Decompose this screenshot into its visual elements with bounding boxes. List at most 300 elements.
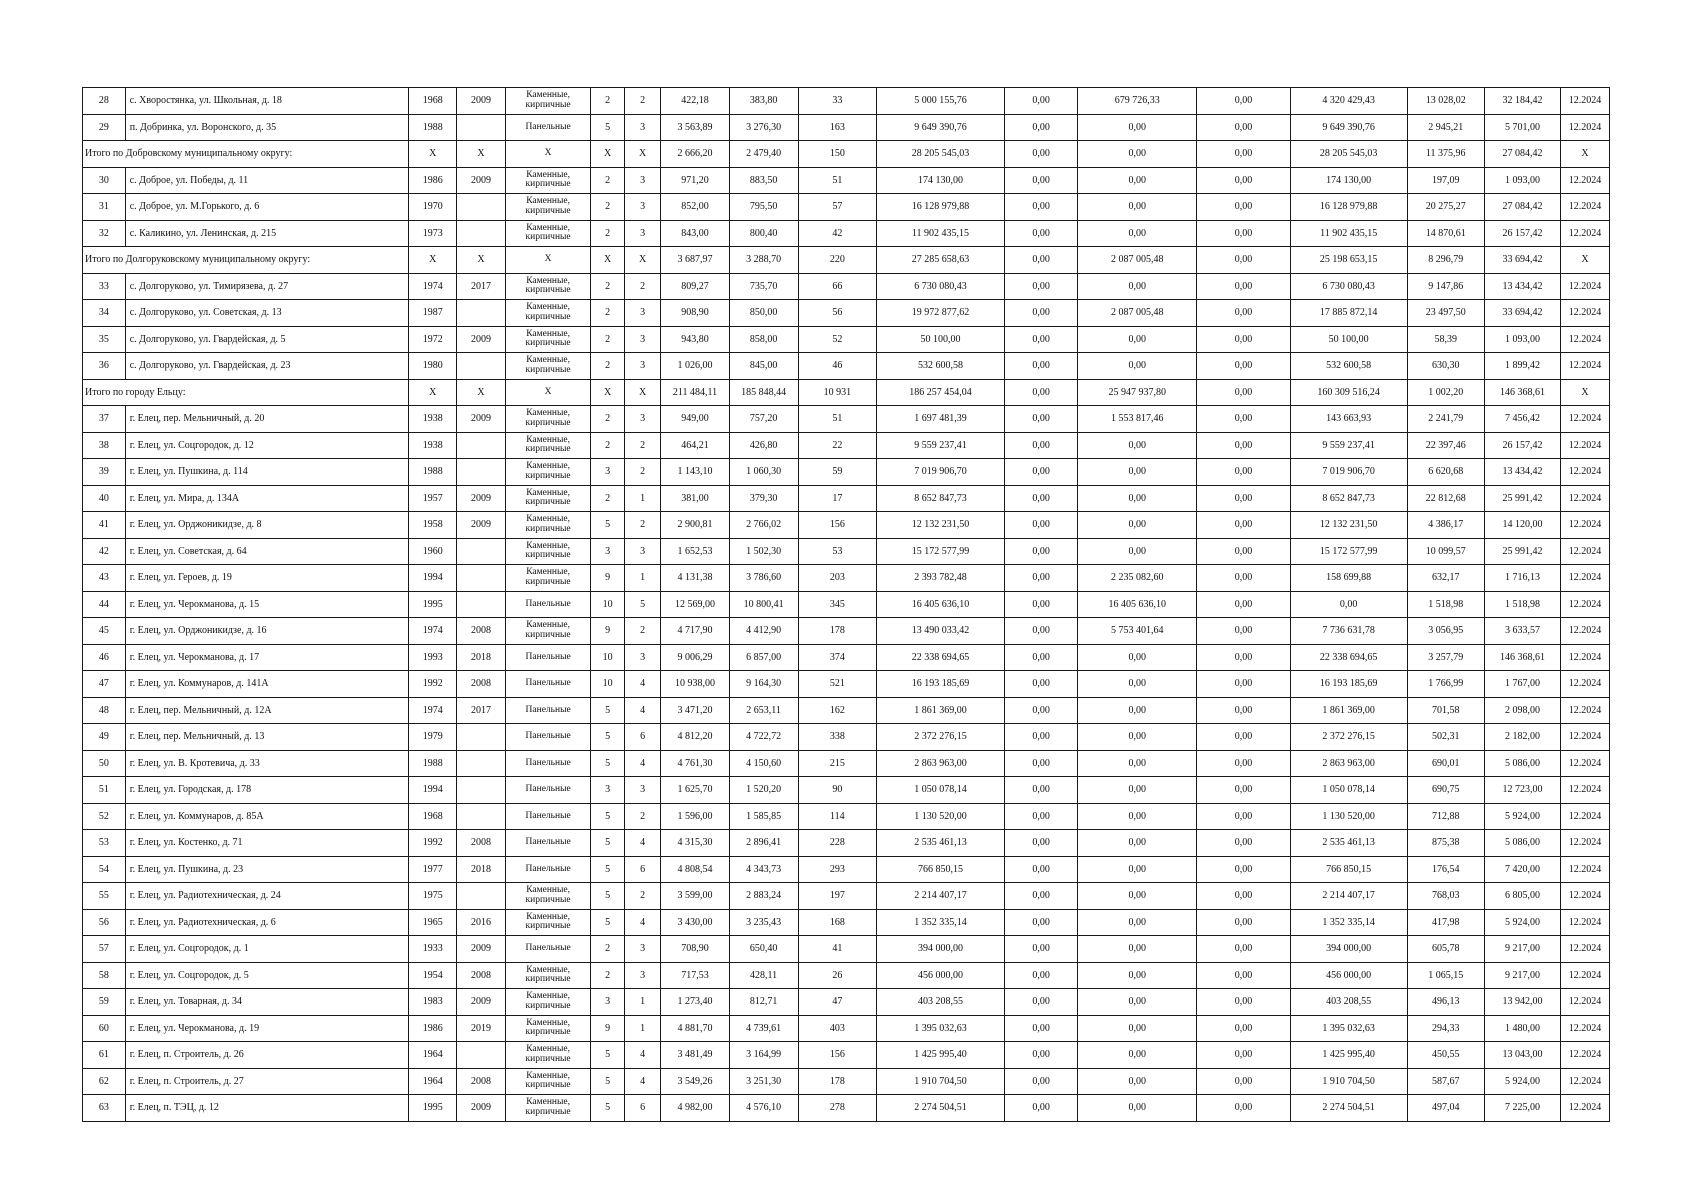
- built-year: 1980: [409, 353, 457, 380]
- floors: 5: [591, 803, 625, 830]
- cost-regional: 0,00: [1078, 114, 1197, 141]
- cost-total: 2 214 407,17: [876, 883, 1004, 910]
- address: г. Елец, ул. Пушкина, д. 114: [125, 459, 409, 486]
- residents: 156: [798, 512, 876, 539]
- cost-local: 0,00: [1197, 750, 1291, 777]
- wall-material: Х: [505, 379, 590, 406]
- table-row: [83, 1068, 1610, 1095]
- cost-total: 12 132 231,50: [876, 512, 1004, 539]
- cost-federal: 0,00: [1005, 141, 1078, 168]
- table-row: [83, 273, 1610, 300]
- repair-year: [457, 803, 506, 830]
- cost-local: 0,00: [1197, 565, 1291, 592]
- address: г. Елец, ул. Черокманова, д. 15: [125, 591, 409, 618]
- cost-federal: 0,00: [1005, 803, 1078, 830]
- cost-local: 0,00: [1197, 114, 1291, 141]
- deadline: 12.2024: [1561, 538, 1610, 565]
- floors: 5: [591, 697, 625, 724]
- cost-federal: 0,00: [1005, 194, 1078, 221]
- floors: 3: [591, 538, 625, 565]
- deadline: 12.2024: [1561, 1042, 1610, 1069]
- address: с. Долгоруково, ул. Тимирязева, д. 27: [125, 273, 409, 300]
- living-area: 4 343,73: [729, 856, 798, 883]
- cost-regional: 0,00: [1078, 777, 1197, 804]
- row-number: 38: [83, 432, 126, 459]
- deadline: 12.2024: [1561, 220, 1610, 247]
- cost-per-sqm: 58,39: [1407, 326, 1484, 353]
- subtotal-row: [83, 379, 1610, 406]
- row-number: 57: [83, 936, 126, 963]
- cost-owners: 0,00: [1290, 591, 1407, 618]
- address: г. Елец, п. Строитель, д. 26: [125, 1042, 409, 1069]
- built-year: 1987: [409, 300, 457, 327]
- address: г. Елец, ул. Городская, д. 178: [125, 777, 409, 804]
- cost-owners: 143 663,93: [1290, 406, 1407, 433]
- limit-per-sqm: 32 184,42: [1484, 88, 1560, 115]
- entrances: 3: [624, 644, 661, 671]
- cost-federal: 0,00: [1005, 406, 1078, 433]
- limit-per-sqm: 2 182,00: [1484, 724, 1560, 751]
- table-row: [83, 1015, 1610, 1042]
- residents: 114: [798, 803, 876, 830]
- cost-per-sqm: 701,58: [1407, 697, 1484, 724]
- built-year: 1975: [409, 883, 457, 910]
- cost-total: 16 193 185,69: [876, 671, 1004, 698]
- residents: 162: [798, 697, 876, 724]
- cost-local: 0,00: [1197, 671, 1291, 698]
- cost-total: 13 490 033,42: [876, 618, 1004, 645]
- cost-local: 0,00: [1197, 777, 1291, 804]
- cost-local: 0,00: [1197, 697, 1291, 724]
- cost-federal: 0,00: [1005, 644, 1078, 671]
- table-row: [83, 565, 1610, 592]
- cost-local: 0,00: [1197, 459, 1291, 486]
- cost-regional: 0,00: [1078, 644, 1197, 671]
- living-area: 2 766,02: [729, 512, 798, 539]
- repair-year: [457, 591, 506, 618]
- residents: 41: [798, 936, 876, 963]
- cost-owners: 1 425 995,40: [1290, 1042, 1407, 1069]
- limit-per-sqm: 27 084,42: [1484, 141, 1560, 168]
- row-number: 43: [83, 565, 126, 592]
- repair-year: 2009: [457, 512, 506, 539]
- residents: 178: [798, 1068, 876, 1095]
- repair-year: 2008: [457, 671, 506, 698]
- cost-regional: 0,00: [1078, 724, 1197, 751]
- floors: 10: [591, 671, 625, 698]
- cost-regional: 0,00: [1078, 220, 1197, 247]
- entrances: 3: [624, 300, 661, 327]
- floors: 5: [591, 750, 625, 777]
- deadline: 12.2024: [1561, 909, 1610, 936]
- wall-material: Каменные, кирпичные: [505, 565, 590, 592]
- cost-per-sqm: 502,31: [1407, 724, 1484, 751]
- deadline: 12.2024: [1561, 565, 1610, 592]
- cost-federal: 0,00: [1005, 167, 1078, 194]
- address: г. Елец, пер. Мельничный, д. 12А: [125, 697, 409, 724]
- cost-total: 1 050 078,14: [876, 777, 1004, 804]
- table-row: [83, 220, 1610, 247]
- cost-total: 766 850,15: [876, 856, 1004, 883]
- cost-per-sqm: 712,88: [1407, 803, 1484, 830]
- entrances: 5: [624, 591, 661, 618]
- wall-material: Х: [505, 247, 590, 274]
- table-row: [83, 1042, 1610, 1069]
- residents: 278: [798, 1095, 876, 1122]
- residents: 197: [798, 883, 876, 910]
- cost-regional: 5 753 401,64: [1078, 618, 1197, 645]
- residents: 403: [798, 1015, 876, 1042]
- deadline: 12.2024: [1561, 697, 1610, 724]
- cost-total: 2 393 782,48: [876, 565, 1004, 592]
- cost-local: 0,00: [1197, 803, 1291, 830]
- built-year: 1972: [409, 326, 457, 353]
- total-area: 1 143,10: [661, 459, 729, 486]
- housing-repair-table: [82, 87, 1610, 1122]
- living-area: 428,11: [729, 962, 798, 989]
- deadline: 12.2024: [1561, 1095, 1610, 1122]
- floors: 5: [591, 909, 625, 936]
- cost-local: 0,00: [1197, 194, 1291, 221]
- entrances: 3: [624, 194, 661, 221]
- residents: 53: [798, 538, 876, 565]
- repair-year: [457, 114, 506, 141]
- living-area: 426,80: [729, 432, 798, 459]
- deadline: 12.2024: [1561, 936, 1610, 963]
- row-number: 40: [83, 485, 126, 512]
- cost-regional: 0,00: [1078, 750, 1197, 777]
- cost-owners: 1 910 704,50: [1290, 1068, 1407, 1095]
- deadline: 12.2024: [1561, 273, 1610, 300]
- cost-regional: 0,00: [1078, 671, 1197, 698]
- entrances: 4: [624, 671, 661, 698]
- entrances: 3: [624, 220, 661, 247]
- row-number: 52: [83, 803, 126, 830]
- cost-local: 0,00: [1197, 141, 1291, 168]
- cost-regional: 16 405 636,10: [1078, 591, 1197, 618]
- row-number: 29: [83, 114, 126, 141]
- cost-regional: 0,00: [1078, 1095, 1197, 1122]
- cost-per-sqm: 2 945,21: [1407, 114, 1484, 141]
- cost-local: 0,00: [1197, 1042, 1291, 1069]
- limit-per-sqm: 5 086,00: [1484, 830, 1560, 857]
- cost-total: 11 902 435,15: [876, 220, 1004, 247]
- cost-local: 0,00: [1197, 353, 1291, 380]
- cost-per-sqm: 22 397,46: [1407, 432, 1484, 459]
- living-area: 3 164,99: [729, 1042, 798, 1069]
- built-year: 1995: [409, 1095, 457, 1122]
- cost-owners: 394 000,00: [1290, 936, 1407, 963]
- cost-total: 2 372 276,15: [876, 724, 1004, 751]
- cost-per-sqm: 176,54: [1407, 856, 1484, 883]
- table-row: [83, 88, 1610, 115]
- living-area: 2 896,41: [729, 830, 798, 857]
- repair-year: Х: [457, 247, 506, 274]
- cost-federal: 0,00: [1005, 618, 1078, 645]
- total-area: 852,00: [661, 194, 729, 221]
- cost-regional: 25 947 937,80: [1078, 379, 1197, 406]
- total-area: 464,21: [661, 432, 729, 459]
- built-year: 1938: [409, 432, 457, 459]
- repair-year: [457, 194, 506, 221]
- entrances: 3: [624, 353, 661, 380]
- total-area: 4 761,30: [661, 750, 729, 777]
- cost-regional: 0,00: [1078, 697, 1197, 724]
- wall-material: Каменные, кирпичные: [505, 618, 590, 645]
- address: с. Доброе, ул. Победы, д. 11: [125, 167, 409, 194]
- deadline: 12.2024: [1561, 432, 1610, 459]
- cost-owners: 9 559 237,41: [1290, 432, 1407, 459]
- row-number: 51: [83, 777, 126, 804]
- deadline: 12.2024: [1561, 194, 1610, 221]
- total-area: 3 549,26: [661, 1068, 729, 1095]
- wall-material: Каменные, кирпичные: [505, 353, 590, 380]
- floors: 3: [591, 777, 625, 804]
- total-area: 3 599,00: [661, 883, 729, 910]
- living-area: 185 848,44: [729, 379, 798, 406]
- deadline: 12.2024: [1561, 1015, 1610, 1042]
- row-number: 46: [83, 644, 126, 671]
- address: г. Елец, п. Строитель, д. 27: [125, 1068, 409, 1095]
- built-year: 1988: [409, 114, 457, 141]
- repair-year: 2008: [457, 618, 506, 645]
- row-number: 32: [83, 220, 126, 247]
- built-year: 1977: [409, 856, 457, 883]
- living-area: 9 164,30: [729, 671, 798, 698]
- built-year: 1988: [409, 459, 457, 486]
- built-year: 1974: [409, 618, 457, 645]
- table-row: [83, 485, 1610, 512]
- entrances: 2: [624, 883, 661, 910]
- cost-federal: 0,00: [1005, 379, 1078, 406]
- repair-year: 2009: [457, 406, 506, 433]
- address: г. Елец, ул. Черокманова, д. 19: [125, 1015, 409, 1042]
- address: г. Елец, ул. Орджоникидзе, д. 8: [125, 512, 409, 539]
- address: г. Елец, ул. Радиотехническая, д. 24: [125, 883, 409, 910]
- row-number: 45: [83, 618, 126, 645]
- total-area: 4 808,54: [661, 856, 729, 883]
- limit-per-sqm: 26 157,42: [1484, 432, 1560, 459]
- entrances: 2: [624, 459, 661, 486]
- wall-material: Каменные, кирпичные: [505, 1042, 590, 1069]
- residents: 178: [798, 618, 876, 645]
- cost-owners: 16 193 185,69: [1290, 671, 1407, 698]
- cost-federal: 0,00: [1005, 114, 1078, 141]
- cost-per-sqm: 1 002,20: [1407, 379, 1484, 406]
- wall-material: Каменные, кирпичные: [505, 883, 590, 910]
- cost-local: 0,00: [1197, 989, 1291, 1016]
- total-area: 3 563,89: [661, 114, 729, 141]
- cost-per-sqm: 630,30: [1407, 353, 1484, 380]
- cost-per-sqm: 1 518,98: [1407, 591, 1484, 618]
- cost-total: 9 559 237,41: [876, 432, 1004, 459]
- cost-owners: 532 600,58: [1290, 353, 1407, 380]
- cost-regional: 0,00: [1078, 1015, 1197, 1042]
- deadline: 12.2024: [1561, 777, 1610, 804]
- floors: 9: [591, 565, 625, 592]
- row-number: 48: [83, 697, 126, 724]
- cost-local: 0,00: [1197, 1095, 1291, 1122]
- cost-total: 186 257 454,04: [876, 379, 1004, 406]
- cost-local: 0,00: [1197, 830, 1291, 857]
- limit-per-sqm: 1 093,00: [1484, 326, 1560, 353]
- living-area: 1 520,20: [729, 777, 798, 804]
- cost-local: 0,00: [1197, 856, 1291, 883]
- row-number: 47: [83, 671, 126, 698]
- repair-year: 2009: [457, 88, 506, 115]
- limit-per-sqm: 26 157,42: [1484, 220, 1560, 247]
- repair-year: 2009: [457, 936, 506, 963]
- cost-owners: 2 863 963,00: [1290, 750, 1407, 777]
- cost-total: 1 425 995,40: [876, 1042, 1004, 1069]
- built-year: 1986: [409, 167, 457, 194]
- cost-local: 0,00: [1197, 644, 1291, 671]
- table-row: [83, 697, 1610, 724]
- cost-federal: 0,00: [1005, 326, 1078, 353]
- living-area: 800,40: [729, 220, 798, 247]
- address: с. Хворостянка, ул. Школьная, д. 18: [125, 88, 409, 115]
- cost-total: 9 649 390,76: [876, 114, 1004, 141]
- repair-year: 2008: [457, 830, 506, 857]
- limit-per-sqm: 9 217,00: [1484, 962, 1560, 989]
- cost-local: 0,00: [1197, 88, 1291, 115]
- wall-material: Каменные, кирпичные: [505, 220, 590, 247]
- repair-year: [457, 565, 506, 592]
- cost-local: 0,00: [1197, 936, 1291, 963]
- deadline: 12.2024: [1561, 591, 1610, 618]
- floors: 5: [591, 1042, 625, 1069]
- cost-owners: 160 309 516,24: [1290, 379, 1407, 406]
- living-area: 3 276,30: [729, 114, 798, 141]
- floors: 5: [591, 1068, 625, 1095]
- table-row: [83, 883, 1610, 910]
- address: г. Елец, ул. Героев, д. 19: [125, 565, 409, 592]
- total-area: 3 430,00: [661, 909, 729, 936]
- cost-federal: 0,00: [1005, 459, 1078, 486]
- deadline: 12.2024: [1561, 459, 1610, 486]
- cost-owners: 1 050 078,14: [1290, 777, 1407, 804]
- built-year: 1968: [409, 88, 457, 115]
- built-year: 1954: [409, 962, 457, 989]
- wall-material: Панельные: [505, 936, 590, 963]
- built-year: Х: [409, 247, 457, 274]
- repair-year: 2009: [457, 167, 506, 194]
- table-row: [83, 936, 1610, 963]
- repair-year: [457, 724, 506, 751]
- wall-material: Панельные: [505, 750, 590, 777]
- row-number: 42: [83, 538, 126, 565]
- floors: 10: [591, 591, 625, 618]
- cost-per-sqm: 8 296,79: [1407, 247, 1484, 274]
- cost-per-sqm: 587,67: [1407, 1068, 1484, 1095]
- cost-owners: 403 208,55: [1290, 989, 1407, 1016]
- living-area: 10 800,41: [729, 591, 798, 618]
- living-area: 650,40: [729, 936, 798, 963]
- limit-per-sqm: 5 701,00: [1484, 114, 1560, 141]
- table-row: [83, 644, 1610, 671]
- row-number: 31: [83, 194, 126, 221]
- limit-per-sqm: 13 434,42: [1484, 459, 1560, 486]
- floors: 2: [591, 88, 625, 115]
- cost-local: 0,00: [1197, 167, 1291, 194]
- floors: 2: [591, 326, 625, 353]
- table-row: [83, 538, 1610, 565]
- limit-per-sqm: 5 924,00: [1484, 909, 1560, 936]
- cost-owners: 11 902 435,15: [1290, 220, 1407, 247]
- built-year: 1958: [409, 512, 457, 539]
- residents: 215: [798, 750, 876, 777]
- deadline: 12.2024: [1561, 88, 1610, 115]
- deadline: 12.2024: [1561, 114, 1610, 141]
- cost-local: 0,00: [1197, 618, 1291, 645]
- total-area: 1 652,53: [661, 538, 729, 565]
- cost-owners: 456 000,00: [1290, 962, 1407, 989]
- cost-local: 0,00: [1197, 247, 1291, 274]
- entrances: 4: [624, 1042, 661, 1069]
- limit-per-sqm: 146 368,61: [1484, 379, 1560, 406]
- row-number: 35: [83, 326, 126, 353]
- cost-federal: 0,00: [1005, 883, 1078, 910]
- cost-local: 0,00: [1197, 326, 1291, 353]
- cost-per-sqm: 6 620,68: [1407, 459, 1484, 486]
- entrances: 4: [624, 1068, 661, 1095]
- row-number: 39: [83, 459, 126, 486]
- built-year: 1994: [409, 565, 457, 592]
- residents: 66: [798, 273, 876, 300]
- deadline: 12.2024: [1561, 512, 1610, 539]
- wall-material: Каменные, кирпичные: [505, 1068, 590, 1095]
- table-row: [83, 777, 1610, 804]
- table-row: [83, 724, 1610, 751]
- cost-total: 15 172 577,99: [876, 538, 1004, 565]
- cost-federal: 0,00: [1005, 220, 1078, 247]
- cost-federal: 0,00: [1005, 485, 1078, 512]
- table-row: [83, 856, 1610, 883]
- living-area: 850,00: [729, 300, 798, 327]
- total-area: 12 569,00: [661, 591, 729, 618]
- table-row: [83, 353, 1610, 380]
- living-area: 1 060,30: [729, 459, 798, 486]
- living-area: 379,30: [729, 485, 798, 512]
- cost-total: 27 285 658,63: [876, 247, 1004, 274]
- cost-total: 1 861 369,00: [876, 697, 1004, 724]
- floors: Х: [591, 379, 625, 406]
- total-area: 2 900,81: [661, 512, 729, 539]
- cost-regional: 2 087 005,48: [1078, 300, 1197, 327]
- entrances: 2: [624, 512, 661, 539]
- cost-local: 0,00: [1197, 724, 1291, 751]
- cost-owners: 1 352 335,14: [1290, 909, 1407, 936]
- built-year: 1994: [409, 777, 457, 804]
- deadline: 12.2024: [1561, 618, 1610, 645]
- entrances: 4: [624, 697, 661, 724]
- wall-material: Панельные: [505, 856, 590, 883]
- cost-regional: 0,00: [1078, 856, 1197, 883]
- wall-material: Каменные, кирпичные: [505, 167, 590, 194]
- wall-material: Каменные, кирпичные: [505, 88, 590, 115]
- built-year: 1995: [409, 591, 457, 618]
- cost-owners: 8 652 847,73: [1290, 485, 1407, 512]
- address: г. Елец, ул. Мира, д. 134А: [125, 485, 409, 512]
- cost-total: 1 395 032,63: [876, 1015, 1004, 1042]
- address: г. Елец, ул. Соцгородок, д. 12: [125, 432, 409, 459]
- address: с. Каликино, ул. Ленинская, д. 215: [125, 220, 409, 247]
- cost-local: 0,00: [1197, 538, 1291, 565]
- limit-per-sqm: 6 805,00: [1484, 883, 1560, 910]
- cost-owners: 2 372 276,15: [1290, 724, 1407, 751]
- row-number: 56: [83, 909, 126, 936]
- living-area: 1 585,85: [729, 803, 798, 830]
